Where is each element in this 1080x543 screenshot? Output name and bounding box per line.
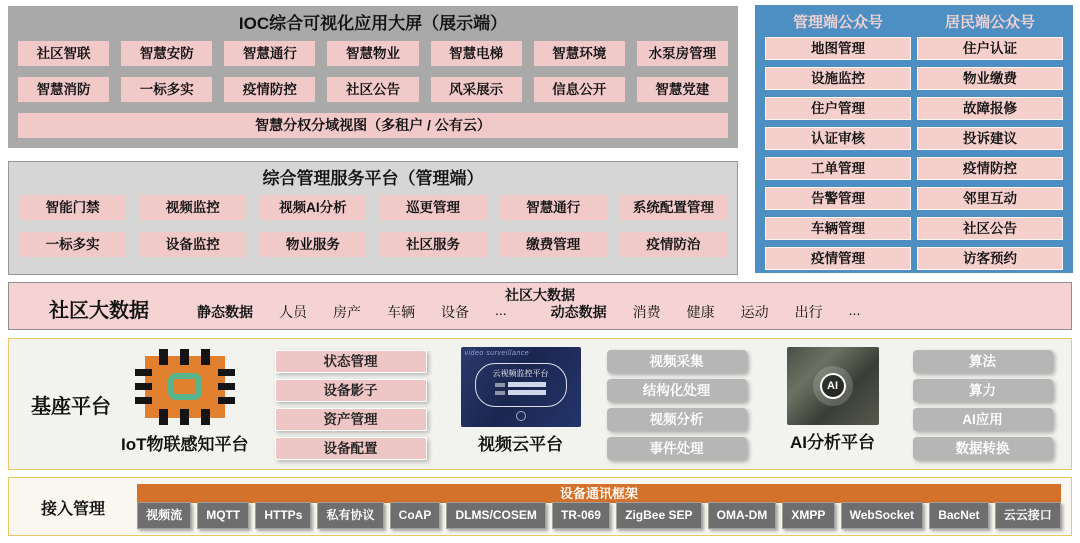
iot-feature: 设备影子: [275, 379, 427, 402]
ai-feature-list: [913, 347, 1053, 461]
admin-account-module: 设施监控: [765, 67, 911, 90]
display-board-module: 一标多实: [121, 77, 212, 102]
iot-feature: 状态管理: [275, 350, 427, 373]
access-body: [137, 484, 1061, 535]
ai-badge-icon: AI: [820, 373, 846, 399]
resident-account-column: [917, 11, 1063, 265]
dynamic-data-item: 消费: [632, 304, 661, 320]
iot-feature: 资产管理: [275, 408, 427, 431]
iot-feature: 设备配置: [275, 437, 427, 460]
base-platform-label: 基座平台: [31, 395, 111, 418]
resident-account-list: [917, 37, 1063, 270]
display-board-module: 智慧通行: [224, 41, 315, 66]
resident-account-module: 故障报修: [917, 97, 1063, 120]
management-module: 缴费管理: [500, 232, 607, 257]
admin-account-list: [765, 37, 911, 270]
video-feature: 事件处理: [607, 437, 747, 460]
static-data-item: ...: [495, 302, 507, 318]
admin-account-module: 地图管理: [765, 37, 911, 60]
static-data-label: 静态数据: [197, 304, 253, 320]
iot-platform-name: IoT物联感知平台: [121, 435, 249, 454]
static-data-items: [279, 302, 507, 322]
management-module: 一标多实: [19, 232, 126, 257]
iot-platform: [121, 347, 249, 461]
access-management-label: 接入管理: [40, 501, 105, 518]
video-platform-thumbnail: [461, 347, 581, 427]
protocol-chip: 云云接口: [995, 502, 1061, 529]
cloud-login-icon: 云视频监控平台: [475, 363, 567, 407]
protocol-chip: BacNet: [929, 502, 989, 529]
management-module: 物业服务: [259, 232, 366, 257]
admin-account-title: 管理端公众号: [792, 14, 883, 31]
ai-platform-name: AI分析平台: [790, 433, 875, 452]
display-board-module: 智慧环境: [534, 41, 625, 66]
dynamic-data-item: 健康: [686, 304, 715, 320]
protocol-chip-row: [137, 502, 1061, 529]
admin-account-module: 疫情管理: [765, 247, 911, 270]
management-platform-row2: [19, 232, 727, 257]
big-data-band-title: 社区大数据: [505, 287, 575, 303]
management-module: 疫情防治: [620, 232, 727, 257]
admin-account-column: [765, 11, 911, 265]
admin-account-module: 告警管理: [765, 187, 911, 210]
management-module: 视频AI分析: [259, 195, 366, 220]
display-board-section: [8, 6, 738, 148]
iot-chip-icon: [133, 347, 237, 427]
dynamic-data-item: 出行: [794, 304, 823, 320]
big-data-label: 社区大数据: [49, 300, 149, 322]
management-module: 视频监控: [139, 195, 246, 220]
video-thumb-caption: video surveillance: [464, 350, 530, 357]
iot-feature-list: [275, 347, 427, 461]
video-feature: 视频分析: [607, 408, 747, 431]
video-platform: [461, 347, 581, 461]
static-data-item: 车辆: [387, 304, 415, 320]
display-board-row1: [18, 41, 728, 66]
device-comm-framework-bar: 设备通讯框架: [137, 484, 1061, 503]
multi-tenant-view-bar: 智慧分权分域视图（多租户 / 公有云）: [18, 113, 728, 138]
protocol-chip: XMPP: [782, 502, 834, 529]
display-board-module: 社区公告: [327, 77, 418, 102]
display-board-module: 信息公开: [534, 77, 625, 102]
admin-account-module: 工单管理: [765, 157, 911, 180]
resident-account-module: 邻里互动: [917, 187, 1063, 210]
protocol-chip: 视频流: [137, 502, 191, 529]
dynamic-data-items: [633, 302, 861, 322]
dynamic-data-item: 运动: [740, 304, 769, 320]
protocol-chip: ZigBee SEP: [616, 502, 702, 529]
management-module: 社区服务: [379, 232, 486, 257]
video-platform-name: 视频云平台: [478, 435, 563, 454]
dynamic-data-item: ...: [848, 302, 861, 318]
base-platform-section: [8, 338, 1072, 470]
display-board-module: 智慧党建: [637, 77, 728, 102]
protocol-chip: OMA-DM: [708, 502, 777, 529]
resident-account-module: 住户认证: [917, 37, 1063, 60]
protocol-chip: MQTT: [197, 502, 249, 529]
display-board-module: 智慧物业: [327, 41, 418, 66]
protocol-chip: DLMS/COSEM: [446, 502, 545, 529]
admin-account-module: 住户管理: [765, 97, 911, 120]
display-board-module: 社区智联: [18, 41, 109, 66]
resident-account-title: 居民端公众号: [944, 14, 1035, 31]
resident-account-module: 访客预约: [917, 247, 1063, 270]
protocol-chip: TR-069: [552, 502, 610, 529]
display-board-module: 智慧消防: [18, 77, 109, 102]
display-board-module: 风采展示: [431, 77, 522, 102]
ai-feature: 算力: [913, 379, 1053, 402]
protocol-chip: 私有协议: [317, 502, 383, 529]
video-feature: 结构化处理: [607, 379, 747, 402]
ai-feature: 数据转换: [913, 437, 1053, 460]
resident-account-module: 物业缴费: [917, 67, 1063, 90]
management-module: 巡更管理: [379, 195, 486, 220]
management-platform-section: [8, 161, 738, 275]
display-board-title: IOC综合可视化应用大屏（展示端）: [238, 14, 508, 33]
management-platform-row1: [19, 195, 727, 220]
public-accounts-section: [755, 5, 1073, 273]
admin-account-module: 认证审核: [765, 127, 911, 150]
access-management-section: [8, 477, 1072, 536]
display-board-row2: [18, 77, 728, 102]
static-data-item: 房产: [333, 304, 361, 320]
video-feature: 视频采集: [607, 350, 747, 373]
resident-account-module: 投诉建议: [917, 127, 1063, 150]
ai-platform-thumbnail: [787, 347, 879, 425]
static-data-item: 设备: [441, 304, 469, 320]
protocol-chip: CoAP: [390, 502, 441, 529]
big-data-band: [8, 282, 1072, 330]
resident-account-module: 疫情防控: [917, 157, 1063, 180]
display-board-module: 智慧电梯: [431, 41, 522, 66]
admin-account-module: 车辆管理: [765, 217, 911, 240]
ai-feature: 算法: [913, 350, 1053, 373]
management-module: 系统配置管理: [620, 195, 727, 220]
static-data-item: 人员: [279, 304, 307, 320]
ai-platform: [787, 347, 879, 461]
protocol-chip: WebSocket: [841, 502, 924, 529]
display-board-module: 智慧安防: [121, 41, 212, 66]
management-module: 智能门禁: [19, 195, 126, 220]
management-module: 设备监控: [139, 232, 246, 257]
display-board-module: 疫情防控: [224, 77, 315, 102]
resident-account-module: 社区公告: [917, 217, 1063, 240]
video-feature-list: [607, 347, 747, 461]
display-board-module: 水泵房管理: [637, 41, 728, 66]
ai-feature: AI应用: [913, 408, 1053, 431]
big-data-row: [49, 294, 1061, 323]
dynamic-data-label: 动态数据: [550, 304, 607, 320]
video-thumb-dot: [516, 411, 526, 421]
management-platform-title: 综合管理服务平台（管理端）: [262, 169, 484, 188]
protocol-chip: HTTPs: [255, 502, 311, 529]
management-module: 智慧通行: [500, 195, 607, 220]
